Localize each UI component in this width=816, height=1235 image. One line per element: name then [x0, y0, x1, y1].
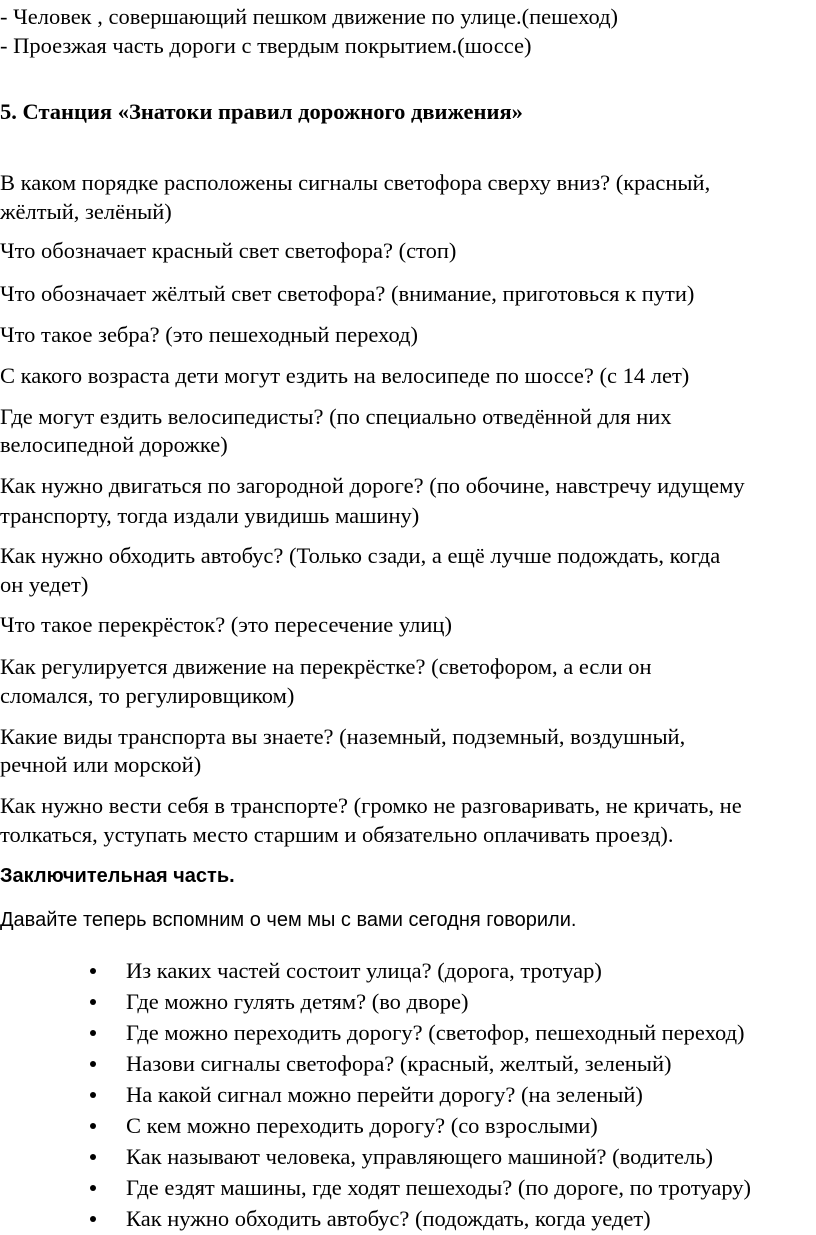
list-item: [0, 1079, 751, 1110]
bullet-icon: [90, 1154, 96, 1160]
question-line: Что такое зебра? (это пешеходный переход): [0, 322, 418, 347]
bullet-icon: [90, 1061, 96, 1067]
list-item: [0, 1017, 751, 1048]
bullet-icon: [90, 1185, 96, 1191]
question-line: В каком порядке расположены сигналы светофора сверху вниз? (красный,: [0, 170, 711, 195]
list-item-text: С кем можно переходить дорогу? (со взрослыми): [126, 1113, 598, 1138]
final-intro: Давайте теперь вспомним о чем мы с вами сегодня говорили.: [0, 909, 577, 931]
list-item: [0, 1172, 751, 1203]
question-line: Как нужно двигаться по загородной дороге? (по обочине, навстречу идущему: [0, 473, 745, 498]
bullet-icon: [90, 1092, 96, 1098]
list-item: [0, 986, 751, 1017]
bullet-icon: [90, 968, 96, 974]
question-line: речной или морской): [0, 752, 202, 777]
bullet-icon: [90, 1123, 96, 1129]
bullet-icon: [90, 1216, 96, 1222]
question-line: Как регулируется движение на перекрёстке? (светофором, а если он: [0, 654, 652, 679]
bullet-icon: [90, 999, 96, 1005]
question-line: Что обозначает красный свет светофора? (стоп): [0, 238, 457, 263]
list-item-text: Где можно гулять детям? (во дворе): [126, 989, 469, 1014]
question-line: Как нужно вести себя в транспорте? (громко не разговаривать, не кричать, не: [0, 793, 742, 818]
question-line: толкаться, уступать место старшим и обязательно оплачивать проезд).: [0, 822, 674, 847]
list-item: [0, 1110, 751, 1141]
question-line: жёлтый, зелёный): [0, 199, 172, 224]
list-item: [0, 1203, 751, 1234]
list-item-text: Как нужно обходить автобус? (подождать, когда уедет): [126, 1206, 651, 1231]
intro-line-highway: - Проезжая часть дороги с твердым покрытием.(шоссе): [0, 33, 532, 58]
list-item-text: Где можно переходить дорогу? (светофор, пешеходный переход): [126, 1020, 745, 1045]
list-item-text: На какой сигнал можно перейти дорогу? (на зеленый): [126, 1082, 643, 1107]
station-heading: 5. Станция «Знатоки правил дорожного движения»: [0, 99, 523, 124]
bullet-icon: [90, 1030, 96, 1036]
final-heading: Заключительная часть.: [0, 865, 235, 887]
question-line: Как нужно обходить автобус? (Только сзади, а ещё лучше подождать, когда: [0, 543, 721, 568]
review-list: [0, 955, 751, 1234]
list-item: [0, 1141, 751, 1172]
intro-line-pedestrian: - Человек , совершающий пешком движение по улице.(пешеход): [0, 4, 619, 29]
question-line: он уедет): [0, 572, 89, 597]
list-item-text: Из каких частей состоит улица? (дорога, тротуар): [126, 958, 602, 983]
question-line: Что такое перекрёсток? (это пересечение улиц): [0, 612, 452, 637]
question-line: велосипедной дорожке): [0, 432, 228, 457]
question-line: С какого возраста дети могут ездить на велосипеде по шоссе? (с 14 лет): [0, 363, 690, 388]
list-item-text: Как называют человека, управляющего машиной? (водитель): [126, 1144, 713, 1169]
list-item: [0, 1048, 751, 1079]
question-line: Какие виды транспорта вы знаете? (наземный, подземный, воздушный,: [0, 724, 686, 749]
list-item-text: Назови сигналы светофора? (красный, желтый, зеленый): [126, 1051, 672, 1076]
list-item: [0, 955, 751, 986]
list-item-text: Где ездят машины, где ходят пешеходы? (по дороге, по тротуару): [126, 1175, 752, 1200]
question-line: сломался, то регулировщиком): [0, 683, 295, 708]
question-line: транспорту, тогда издали увидишь машину): [0, 503, 420, 528]
question-line: Где могут ездить велосипедисты? (по специально отведённой для них: [0, 404, 672, 429]
question-line: Что обозначает жёлтый свет светофора? (внимание, приготовься к пути): [0, 281, 695, 306]
